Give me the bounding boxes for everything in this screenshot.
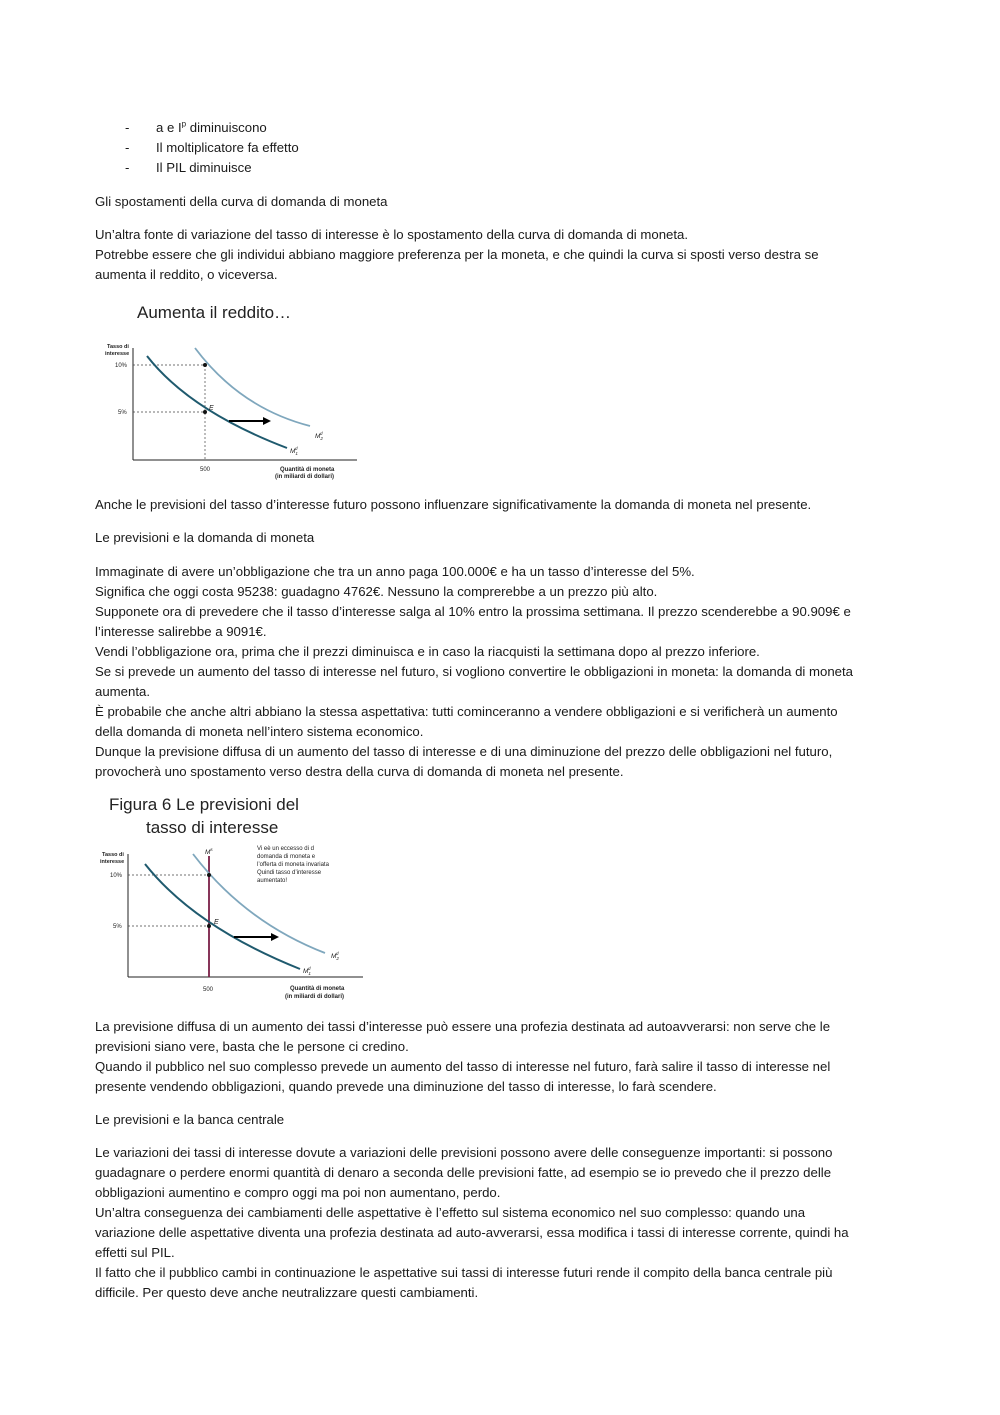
- text-line: Il fatto che il pubblico cambi in continuazione le aspettative sui tassi di interesse futuri rende il compito della banca centrale più: [95, 1265, 833, 1280]
- section-heading: Gli spostamenti della curva di domanda di moneta: [95, 194, 388, 209]
- paragraph: [95, 1017, 905, 1097]
- annotation-note: Quindi tasso d’interesse: [257, 870, 322, 876]
- figure-money-demand-income: [95, 296, 365, 486]
- text-line: aumenta il reddito, o viceversa.: [95, 267, 278, 282]
- list-item-text-part: a e I: [156, 120, 182, 135]
- text-line: provocherà uno spostamento verso destra della curva di domanda di moneta nel presente.: [95, 764, 624, 779]
- bullet-marker: -: [125, 160, 130, 175]
- text-line: La previsione diffusa di un aumento dei tassi d’interesse può essere una profezia destinata ad autoavverarsi: non serve che le: [95, 1019, 831, 1034]
- money-demand-diagram: [95, 296, 365, 486]
- text-line: Un’altra fonte di variazione del tasso di interesse è lo spostamento della curva di domanda di moneta.: [95, 227, 689, 242]
- text-line: Se si prevede un aumento del tasso di interesse nel futuro, si vogliono convertire le obbligazioni in moneta: la domanda di moneta: [95, 664, 854, 679]
- y-axis-label: Tasso di: [102, 852, 124, 858]
- curve-label: $M_1d$: [303, 966, 311, 976]
- list-item: [125, 118, 299, 138]
- y-tick-label: 10%: [110, 873, 123, 879]
- list-item-text: Il PIL diminuisce: [156, 160, 252, 175]
- x-tick-label: 500: [200, 467, 211, 473]
- figure-title: tasso di interesse: [146, 818, 279, 837]
- figure-title: Figura 6 Le previsioni del: [109, 795, 299, 814]
- text-line: presente vendendo obbligazioni, quando prevede una diminuzione del tasso di interesse, lo farà scendere.: [95, 1079, 717, 1094]
- bullet-list: [125, 118, 299, 178]
- text-line: aumenta.: [95, 684, 150, 699]
- x-axis-label: Quantità di moneta: [280, 467, 335, 473]
- equilibrium-label: E: [214, 919, 219, 926]
- y-tick-label: 5%: [118, 410, 127, 416]
- text-line: Quando il pubblico nel suo complesso prevede un aumento del tasso di interesse nel futuro, farà salire il tasso di interesse nel: [95, 1059, 831, 1074]
- text-line: Le variazioni dei tassi di interesse dovute a variazioni delle previsioni possono avere delle conseguenze importanti: si possono: [95, 1145, 833, 1160]
- text-line: previsioni siano vere, basta che le persone ci credino.: [95, 1039, 409, 1054]
- y-axis-label: Tasso di: [107, 344, 129, 350]
- text-line: guadagnare o perdere enormi quantità di denaro a seconda delle previsioni fatte, ad esempio se io prevedo che il prezzo delle: [95, 1165, 832, 1180]
- text-line: effetti sul PIL.: [95, 1245, 175, 1260]
- y-axis-label: interesse: [100, 859, 125, 865]
- point-marker: [207, 873, 211, 877]
- text-line: obbligazioni aumentino e compro oggi ma poi non aumentano, perdo.: [95, 1185, 501, 1200]
- expectations-diagram: [95, 792, 375, 1007]
- text-line: Potrebbe essere che gli individui abbiano maggiore preferenza per la moneta, e che quindi la curva si sposti verso destra se: [95, 247, 819, 262]
- bullet-marker: -: [125, 120, 130, 135]
- text-line: È probabile che anche altri abbiano la stessa aspettativa: tutti cominceranno a vendere obbligazioni e si verificherà un aumento: [95, 704, 838, 719]
- annotation-note: aumentato!: [257, 878, 288, 884]
- paragraph: [95, 1143, 905, 1303]
- x-tick-label: 500: [203, 987, 214, 993]
- text-line: della domanda di moneta nell’intero sistema economico.: [95, 724, 424, 739]
- arrow-head: [263, 417, 271, 425]
- annotation-note: l’offerta di moneta invariata: [257, 862, 329, 868]
- supply-label: $M^s$: [205, 847, 213, 856]
- equilibrium-label: E: [209, 405, 214, 412]
- curve-label: $M_2d$: [331, 951, 339, 961]
- list-item-text-part: diminuiscono: [186, 120, 267, 135]
- x-axis-label: Quantità di moneta: [290, 986, 345, 992]
- arrow-head: [271, 933, 279, 941]
- text-line: Significa che oggi costa 95238: guadagno 4762€. Nessuno la comprerebbe a un prezzo più alto.: [95, 584, 658, 599]
- paragraph: Anche le previsioni del tasso d’interesse futuro possono influenzare significativamente la domanda di moneta nel presente.: [95, 497, 812, 512]
- paragraph: [95, 225, 905, 285]
- x-axis-label: (in miliardi di dollari): [275, 474, 335, 480]
- superscript: p: [181, 119, 187, 129]
- annotation-note: Vi eè un eccesso di d: [257, 846, 314, 852]
- text-line: Immaginate di avere un’obbligazione che tra un anno paga 100.000€ e ha un tasso d’interesse del 5%.: [95, 564, 695, 579]
- x-axis-label: (in miliardi di dollari): [285, 994, 345, 1000]
- text-line: Dunque la previsione diffusa di un aumento del tasso di interesse e di una diminuzione del prezzo delle obbligazioni nel futuro,: [95, 744, 833, 759]
- demand-curve-2: [193, 854, 325, 953]
- curve-label: $M_1d$: [290, 446, 298, 456]
- text-line: Supponete ora di prevedere che il tasso d’interesse salga al 10% entro la prossima settimana. Il prezzo scenderebbe a 90.909€ e: [95, 604, 851, 619]
- text-line: l’interesse salirebbe a 9091€.: [95, 624, 267, 639]
- demand-curve-2: [195, 348, 310, 426]
- point-marker: [203, 363, 207, 367]
- text-line: Un’altra conseguenza dei cambiamenti delle aspettative è l’effetto sul sistema economico nel suo complesso: quando una: [95, 1205, 806, 1220]
- list-item-text: Il moltiplicatore fa effetto: [156, 140, 299, 155]
- list-item: [125, 158, 299, 178]
- y-axis-label: interesse: [105, 351, 130, 357]
- list-item: [125, 138, 299, 158]
- section-heading: Le previsioni e la domanda di moneta: [95, 530, 315, 545]
- bullet-marker: -: [125, 140, 130, 155]
- y-tick-label: 5%: [113, 924, 122, 930]
- list-item-text: [156, 118, 267, 138]
- figure-title: Aumenta il reddito…: [137, 303, 292, 322]
- section-heading: Le previsioni e la banca centrale: [95, 1112, 285, 1127]
- annotation-note: domanda di moneta e: [257, 854, 316, 860]
- y-tick-label: 10%: [115, 363, 128, 369]
- point-marker: [203, 410, 207, 414]
- paragraph: [95, 562, 905, 782]
- text-line: variazione delle aspettative diventa una profezia destinata ad auto-avverarsi, essa modifica i tassi di interesse corrente, quindi ha: [95, 1225, 849, 1240]
- point-marker: [207, 924, 211, 928]
- text-line: Vendi l’obbligazione ora, prima che il prezzi diminuisca e in caso la riacquisti la settimana dopo al prezzo inferiore.: [95, 644, 760, 659]
- demand-curve-1: [147, 356, 287, 448]
- text-line: difficile. Per questo deve anche neutralizzare questi cambiamenti.: [95, 1285, 479, 1300]
- curve-label: $M_2d$: [315, 431, 323, 441]
- figure-interest-expectations: [95, 792, 375, 1007]
